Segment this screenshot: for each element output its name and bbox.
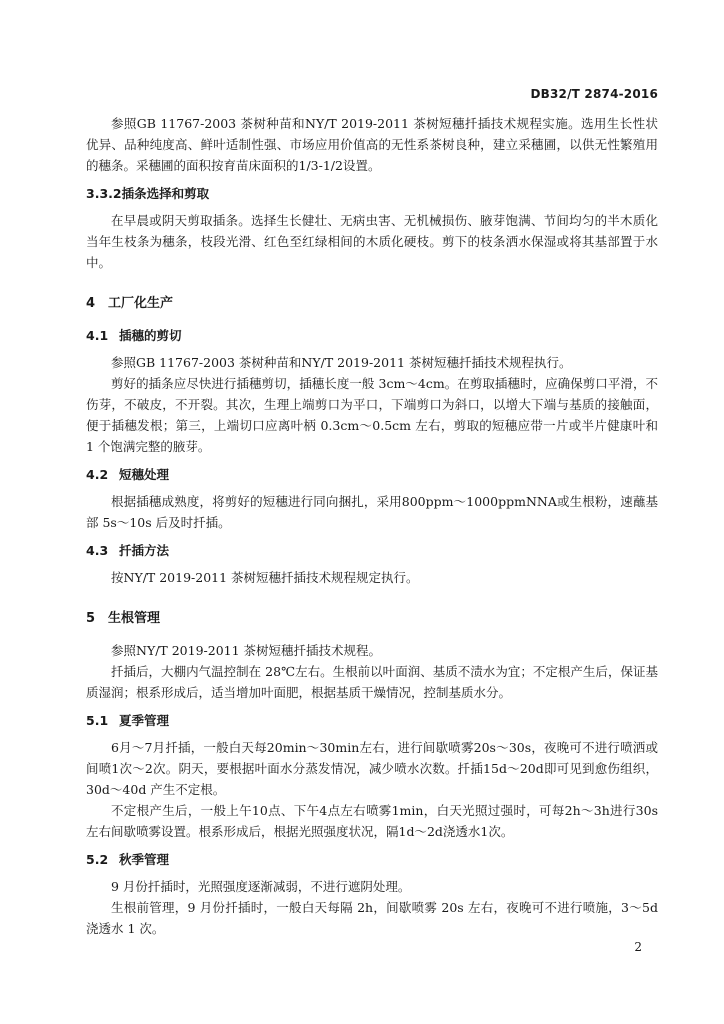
subsection-heading [86,710,658,731]
document-code: DB32/T 2874-2016 [530,87,658,101]
heading-title: 生根管理 [108,611,161,626]
heading-number: 4.3 [86,543,109,558]
heading-number: 4.2 [86,467,109,482]
document-body [86,113,658,939]
paragraph: 根据插穗成熟度，将剪好的短穗进行同向捆扎，采用800ppm～1000ppmNNA或生根粉，速蘸基部 5s～10s 后及时扦插。 [86,494,658,530]
heading-number: 5.2 [86,852,109,867]
heading-title: 夏季管理 [119,713,170,728]
heading-number: 3.3.2 [86,186,122,201]
paragraph: 9 月份扦插时，光照强度逐渐减弱，不进行遮阴处理。 [111,879,411,894]
section-heading [86,293,658,314]
subsection-heading [86,183,658,204]
paragraph: 按NY/T 2019-2011 茶树短穗扦插技术规程规定执行。 [111,570,419,585]
subsection-heading [86,464,658,485]
paragraph: 参照GB 11767-2003 茶树种苗和NY/T 2019-2011 茶树短穗扦插技术规程执行。 [111,355,572,370]
heading-title: 工厂化生产 [108,296,174,311]
heading-number: 4.1 [86,328,109,343]
heading-number: 4 [86,296,96,311]
paragraph: 参照NY/T 2019-2011 茶树短穗扦插技术规程。 [111,643,382,658]
heading-title: 短穗处理 [119,467,170,482]
subsection-heading [86,849,658,870]
paragraph: 剪好的插条应尽快进行插穗剪切，插穗长度一般 3cm～4cm。在剪取插穗时，应确保剪口平滑，不伤芽，不破皮，不开裂。其次，生理上端剪口为平口，下端剪口为斜口，以增大下端与基质的接触面，便于插穗发根；第三，上端切口应离叶柄 0.3cm～0.5cm 左右，剪取的短穗应带一片或半片健康叶和 1 个饱满完整的腋芽。 [86,376,658,454]
paragraph: 不定根产生后，一般上午10点、下午4点左右喷雾1min，白天光照过强时，可每2h～3h进行30s左右间歇喷雾设置。根系形成后，根据光照强度状况，隔1d～2d浇透水1次。 [86,803,658,839]
heading-title: 插条选择和剪取 [121,186,210,201]
paragraph: 6月～7月扦插，一般白天每20min～30min左右，进行间歇喷雾20s～30s，夜晚可不进行喷洒或间喷1次～2次。阴天，要根据叶面水分蒸发情况，减少喷水次数。扦插15d～20d即可见到愈伤组织，30d～40d 产生不定根。 [86,740,658,797]
paragraph: 参照GB 11767-2003 茶树种苗和NY/T 2019-2011 茶树短穗扦插技术规程实施。选用生长性状优异、品种纯度高、鲜叶适制性强、市场应用价值高的无性系茶树良种，建立采穗圃，以供无性繁殖用的穗条。采穗圃的面积按育苗床面积的1/3-1/2设置。 [86,116,658,173]
heading-number: 5.1 [86,713,109,728]
heading-title: 插穗的剪切 [119,328,182,343]
heading-title: 秋季管理 [119,852,170,867]
paragraph: 在早晨或阴天剪取插条。选择生长健壮、无病虫害、无机械损伤、腋芽饱满、节间均匀的半木质化当年生枝条为穗条，枝段光滑、红色至红绿相间的木质化硬枝。剪下的枝条洒水保湿或将其基部置于水中。 [86,213,658,270]
heading-title: 扦插方法 [119,543,170,558]
paragraph: 扦插后，大棚内气温控制在 28℃左右。生根前以叶面润、基质不渍水为宜；不定根产生后，保证基质湿润；根系形成后，适当增加叶面肥，根据基质干燥情况，控制基质水分。 [86,664,658,700]
heading-number: 5 [86,611,96,626]
page-number: 2 [634,940,642,954]
subsection-heading [86,325,658,346]
paragraph: 生根前管理，9 月份扦插时，一般白天每隔 2h，间歇喷雾 20s 左右，夜晚可不进行喷施，3～5d 浇透水 1 次。 [86,900,658,936]
section-heading [86,608,658,629]
subsection-heading [86,540,658,561]
